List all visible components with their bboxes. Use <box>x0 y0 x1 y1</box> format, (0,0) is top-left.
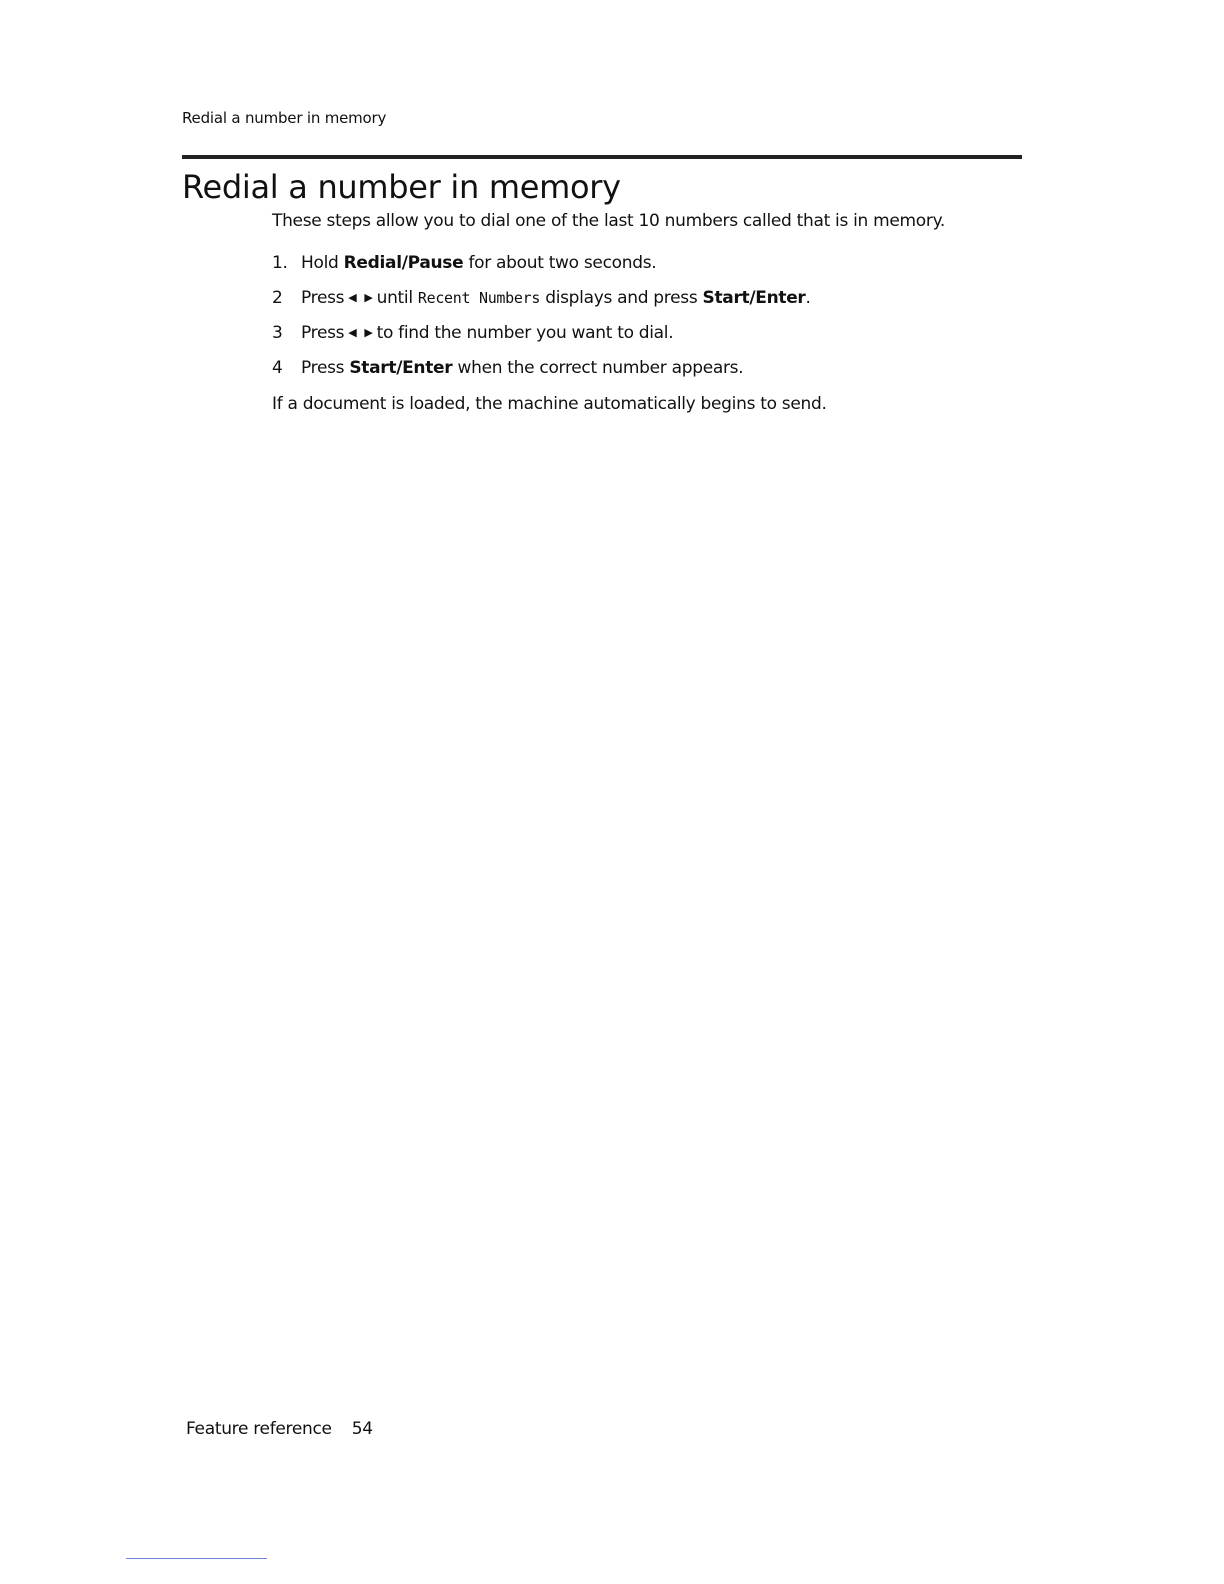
key-redial-pause: Redial/Pause <box>343 253 464 273</box>
step-text: Hold <box>301 253 344 273</box>
step-1 <box>272 253 811 288</box>
section-divider <box>182 155 1022 159</box>
bottom-divider <box>126 1558 267 1559</box>
step-text: Press <box>301 358 350 378</box>
display-text: Recent Numbers <box>417 289 541 307</box>
left-arrow-icon: ◀ <box>348 326 357 339</box>
footer-label: Feature reference <box>186 1419 332 1439</box>
step-text: Press <box>301 288 345 308</box>
page-number: 54 <box>351 1419 373 1439</box>
running-header: Redial a number in memory <box>182 109 387 127</box>
step-text: . <box>805 288 811 308</box>
step-text: for about two seconds. <box>463 253 657 273</box>
outro-paragraph: If a document is loaded, the machine automatically begins to send. <box>272 394 827 414</box>
key-start-enter: Start/Enter <box>702 288 806 308</box>
step-text: when the correct number appears. <box>452 358 744 378</box>
right-arrow-icon: ▶ <box>364 326 373 339</box>
page-title: Redial a number in memory <box>182 168 621 206</box>
right-arrow-icon: ▶ <box>364 291 373 304</box>
step-text: Press <box>301 323 345 343</box>
step-3 <box>272 323 811 358</box>
step-text: displays and press <box>540 288 703 308</box>
step-number: 3 <box>272 323 283 343</box>
key-start-enter: Start/Enter <box>349 358 453 378</box>
page-footer <box>186 1419 373 1439</box>
step-text: until <box>376 288 418 308</box>
step-number: 4 <box>272 358 283 378</box>
intro-paragraph: These steps allow you to dial one of the last 10 numbers called that is in memory. <box>272 211 946 231</box>
step-4 <box>272 358 811 393</box>
step-text: to find the number you want to dial. <box>376 323 674 343</box>
step-number: 1. <box>272 253 288 273</box>
steps-list <box>272 253 811 393</box>
step-2 <box>272 288 811 323</box>
step-number: 2 <box>272 288 283 308</box>
left-arrow-icon: ◀ <box>348 291 357 304</box>
